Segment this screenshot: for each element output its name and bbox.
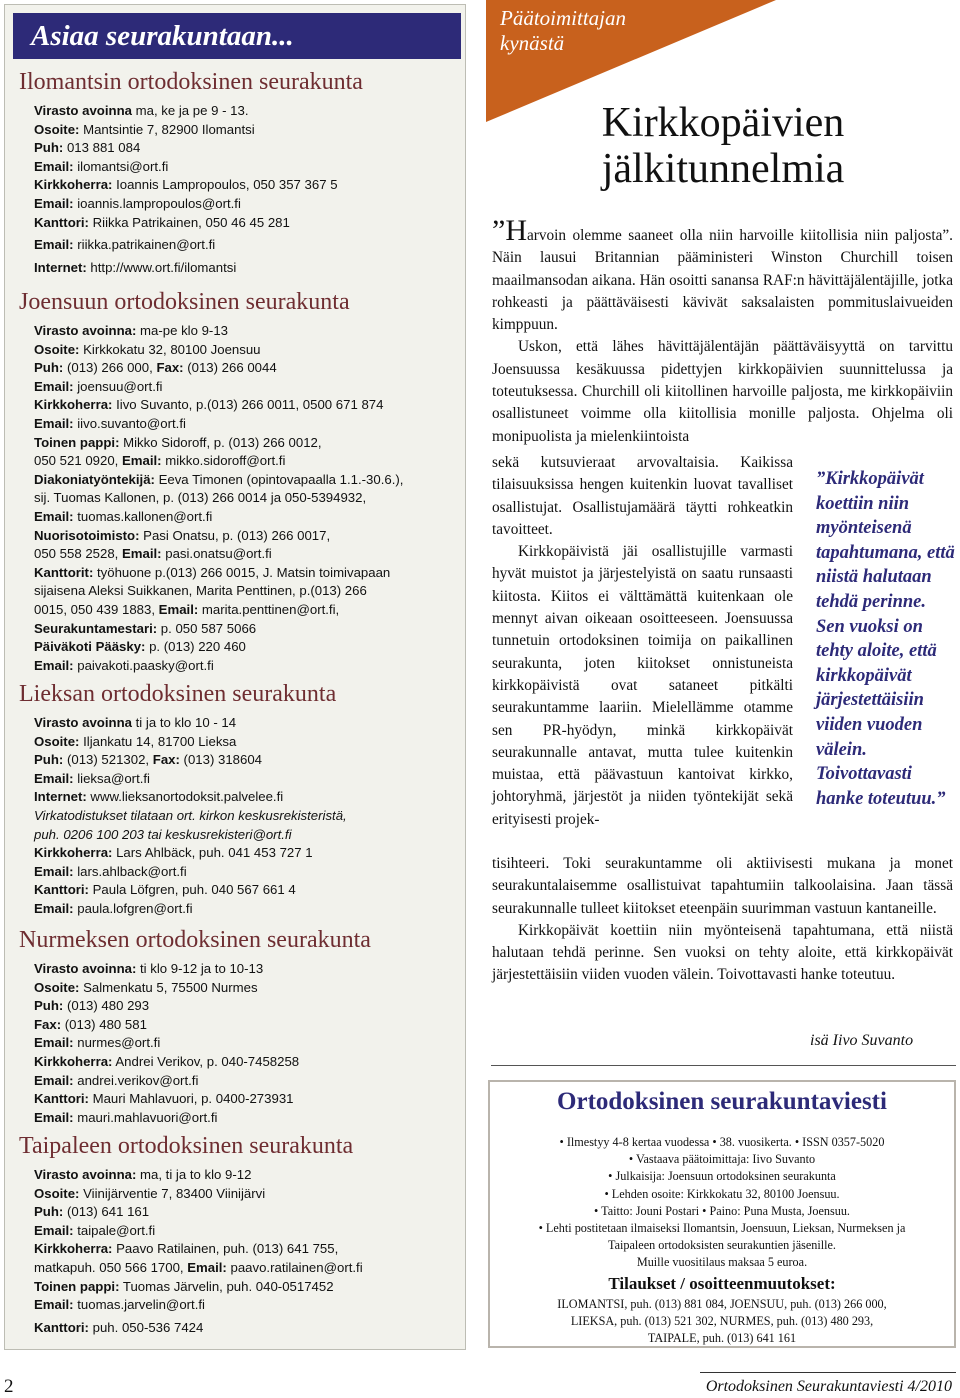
contact-label: Kirkkoherra:	[34, 1241, 113, 1257]
parish-contact-lines	[34, 960, 467, 1127]
article-body-narrow	[492, 452, 793, 831]
publication-detail-line: • Ilmestyy 4-8 kertaa vuodessa • 38. vuosikerta. • ISSN 0357-5020	[559, 1135, 885, 1149]
contact-line	[34, 415, 467, 434]
contact-line	[34, 1072, 467, 1091]
contact-line	[34, 960, 467, 979]
pull-quote: ”Kirkkopäivät koettiin niin myönteisenä tapahtumana, että niistä halutaan tehdä perinne. Sen vuoksi on tehty aloite, että kirkkopäivät järjestettäisiin viiden vuoden välein. Toivottavasti hanke toteutuu.”	[816, 469, 955, 809]
contact-line	[34, 1016, 467, 1035]
subscription-contact-line: TAIPALE, puh. (013) 641 161	[647, 1331, 797, 1345]
contact-label: Internet:	[34, 259, 87, 275]
publication-detail-line: • Vastaava päätoimittaja: Iivo Suvanto	[628, 1152, 816, 1167]
contact-line	[34, 863, 467, 882]
contact-line	[34, 1053, 467, 1072]
parish-contact-lines	[34, 714, 467, 919]
contact-value: Paula Löfgren, puh. 040 567 661 4	[88, 882, 296, 898]
subscription-contacts	[492, 1296, 952, 1347]
contact-label: Virasto avoinna	[34, 103, 132, 118]
contact-label: Nuorisotoimisto:	[34, 527, 140, 543]
contact-label: Email:	[122, 453, 162, 469]
article-title-line2: jälkitunnelmia	[601, 146, 845, 192]
contact-value: ma-pe klo 9-13	[136, 323, 228, 338]
contact-value: Virkatodistukset tilataan ort. kirkon keskusrekisteristä,	[34, 807, 347, 823]
contact-value: 050 558 2528,	[34, 546, 122, 562]
contact-value: http://www.ort.fi/ilomantsi	[86, 259, 237, 275]
contact-line	[34, 1090, 467, 1109]
contact-line	[34, 1203, 467, 1222]
contact-label: Email:	[34, 1297, 74, 1313]
contact-line	[34, 714, 467, 733]
contact-label: Email:	[34, 770, 74, 786]
contact-value: taipale@ort.fi	[73, 1222, 156, 1238]
page-number: 2	[4, 1376, 14, 1397]
contact-label: Kanttori:	[34, 1319, 89, 1335]
contact-value: Paavo Ratilainen, puh. (013) 641 755,	[112, 1241, 339, 1257]
contact-line	[34, 359, 467, 378]
contact-value: matkapuh. 050 566 1700,	[34, 1259, 188, 1275]
article-paragraph-1-text: arvoin olemme saaneet olla niin harvoille kiitollisia niin paljosta”. Näin lausui Britannian pääministeri Winston Churchill toisen maailmansodan aikana. Hän osoitti sanansa RAF:n hävittäjälentäjille, jotka rohkeasti ja päättäväisesti kävivät saksalaisten pommituslaivueiden kimppuun.	[492, 227, 953, 334]
contact-value: mikko.sidoroff@ort.fi	[161, 453, 286, 469]
contact-line	[34, 1259, 467, 1278]
contact-value: (013) 266 000,	[63, 360, 157, 376]
contact-line	[34, 322, 467, 341]
contact-value: 050 521 0920,	[34, 453, 122, 469]
parish-block	[5, 289, 467, 675]
contact-value: paivakoti.paasky@ort.fi	[73, 657, 214, 673]
contact-line	[34, 826, 467, 845]
publication-detail-line: Muille vuositilaus maksaa 5 euroa.	[636, 1255, 808, 1270]
contact-value: marita.penttinen@ort.fi,	[198, 601, 340, 617]
contact-label: Puh:	[34, 752, 64, 768]
contact-label: Email:	[34, 1035, 74, 1051]
contact-value: Ioannis Lampropoulos, 050 357 367 5	[112, 177, 338, 193]
subscription-contact-line: LIEKSA, puh. (013) 521 302, NURMES, puh. (013) 480 293,	[570, 1314, 874, 1328]
contact-line	[34, 1278, 467, 1297]
contact-line	[34, 997, 467, 1016]
contact-line	[34, 807, 467, 826]
contact-value: 0015, 050 439 1883,	[34, 601, 159, 617]
parish-title: Lieksan ortodoksinen seurakunta	[19, 681, 337, 707]
contact-value: (013) 641 161	[63, 1204, 150, 1220]
contact-value: (013) 318604	[179, 752, 263, 768]
contact-value: 013 881 084	[63, 140, 141, 156]
contact-label: Fax:	[152, 752, 180, 768]
contact-value: puh. 0206 100 203 tai keskusrekisteri@ort.fi	[34, 826, 292, 842]
contact-line	[34, 452, 467, 471]
contact-label: Kanttorit:	[34, 564, 94, 580]
contact-line	[34, 176, 467, 195]
contact-label: Virasto avoinna:	[34, 961, 137, 976]
contact-line	[34, 158, 467, 177]
contact-line	[34, 527, 467, 546]
contact-line	[34, 545, 467, 564]
contact-line	[34, 601, 467, 620]
contact-value: tuomas.jarvelin@ort.fi	[73, 1297, 205, 1313]
footer-divider	[700, 1372, 956, 1373]
subscription-contact-line: ILOMANTSI, puh. (013) 881 084, JOENSUU, puh. (013) 266 000,	[557, 1297, 887, 1311]
contact-label: Osoite:	[34, 733, 80, 749]
parish-block	[5, 681, 467, 919]
parish-contact-lines	[34, 1166, 467, 1337]
contact-label: Email:	[34, 508, 74, 524]
contact-label: Toinen pappi:	[34, 434, 120, 450]
publication-detail-line: • Julkaisija: Joensuun ortodoksinen seurakunta	[608, 1169, 836, 1184]
article-paragraph-1	[492, 214, 953, 336]
publication-details	[492, 1134, 952, 1272]
contact-line	[34, 657, 467, 676]
contact-value: pasi.onatsu@ort.fi	[161, 546, 272, 562]
contact-value: Mantsintie 7, 82900 Ilomantsi	[79, 121, 255, 137]
contact-line	[34, 121, 467, 140]
contact-line	[34, 471, 467, 490]
contact-value: Riikka Patrikainen, 050 46 45 281	[88, 214, 290, 230]
contact-value: lars.ahlback@ort.fi	[73, 863, 187, 879]
contact-value: Iivo Suvanto, p.(013) 266 0011, 0500 671 874	[112, 397, 384, 413]
contact-label: Kanttori:	[34, 882, 89, 898]
article-body-top	[492, 214, 953, 448]
divider	[491, 1065, 956, 1066]
contact-line	[34, 1185, 467, 1204]
contact-line	[34, 378, 467, 397]
contact-line	[34, 788, 467, 807]
contact-value: nurmes@ort.fi	[73, 1035, 161, 1051]
article-paragraph-4: Kirkkopäivät koettiin niin myönteisenä tapahtumana, että niistä halutaan tehdä perinne. Sen vuoksi on tehty aloite, että kirkkopäivät järjestettäisiin viiden vuoden välein. Toivottavasti hanke toteutuu.	[492, 921, 953, 984]
contact-value: (013) 521302,	[63, 752, 153, 768]
contact-label: Email:	[34, 195, 74, 211]
contact-label: Email:	[187, 1259, 227, 1275]
article-paragraph-3b: tisihteeri. Toki seurakuntamme oli aktiivisesti mukana ja monet seurakuntalaisemme osallistuivat tapahtumiin talkoolaisina. Jaan tässä seurakunnalle tulleet kiitokset eteenpäin suurimman vastuun kantaneille.	[492, 855, 953, 917]
parish-title: Nurmeksen ortodoksinen seurakunta	[19, 927, 371, 953]
contact-value: (013) 266 0044	[183, 360, 277, 376]
publication-detail-line: Taipaleen ortodoksisten seurakuntien jäsenille.	[608, 1238, 836, 1253]
contact-line	[34, 1034, 467, 1053]
contact-value: joensuu@ort.fi	[73, 378, 163, 394]
contact-label: Kirkkoherra:	[34, 1053, 113, 1069]
contact-line	[34, 900, 467, 919]
contact-line	[34, 1109, 467, 1128]
contact-label: Osoite:	[34, 121, 80, 137]
contact-value: riikka.patrikainen@ort.fi	[73, 237, 216, 253]
contact-value: p. (013) 220 460	[145, 639, 246, 655]
contact-line	[34, 881, 467, 900]
contact-value: Viinijärventie 7, 83400 Viinijärvi	[79, 1185, 266, 1201]
contact-line	[34, 489, 467, 508]
contact-value: andrei.verikov@ort.fi	[73, 1072, 199, 1088]
contact-label: Kirkkoherra:	[34, 397, 113, 413]
contact-value: sij. Tuomas Kallonen, p. (013) 266 0014 ja 050-5394932,	[34, 490, 367, 506]
parish-title: Ilomantsin ortodoksinen seurakunta	[19, 69, 363, 95]
editor-label-line2: kynästä	[500, 31, 565, 55]
contact-label: Puh:	[34, 360, 64, 376]
contact-value: Tuomas Järvelin, puh. 040-0517452	[119, 1278, 334, 1294]
contact-label: Email:	[158, 601, 199, 617]
contact-label: Kanttori:	[34, 1091, 89, 1107]
contact-line	[34, 1166, 467, 1185]
contact-value: ti klo 9-12 ja to 10-13	[136, 961, 264, 976]
contact-line	[34, 139, 467, 158]
contact-line	[34, 620, 467, 639]
contact-value: www.lieksanortodoksit.palvelee.fi	[86, 789, 284, 805]
contact-label: Osoite:	[34, 1185, 80, 1201]
contact-label: Kirkkoherra:	[34, 177, 113, 193]
subscriptions-heading: Tilaukset / osoitteenmuutokset:	[608, 1274, 836, 1293]
parish-directory-panel	[4, 4, 466, 1350]
contact-value: (013) 480 293	[63, 998, 150, 1014]
contact-line	[34, 1222, 467, 1241]
article-title-line1: Kirkkopäivien	[601, 100, 845, 146]
parish-title: Joensuun ortodoksinen seurakunta	[19, 289, 350, 315]
contact-value: Kirkkokatu 32, 80100 Joensuu	[79, 341, 261, 357]
contact-value: p. 050 587 5066	[157, 620, 257, 636]
contact-line	[34, 195, 467, 214]
article-paragraph-2: Uskon, että lähes hävittäjälentäjän päättäväisyyttä on tarvittu Joensuussa kesäkuussa pidettyjen kirkkopäivien suunnittelussa ja toteutuksessa. Churchill oli kiitollinen harvoille paljosta, me kirkkopäiviin osallistuneet voimme olla kiitollisia monille paljosta. Ohjelma oli monipuolista ja mielenkiintoista	[492, 338, 953, 445]
contact-label: Email:	[34, 378, 74, 394]
contact-value: Andrei Verikov, p. 040-7458258	[112, 1053, 300, 1069]
contact-label: Virasto avoinna:	[34, 1167, 137, 1182]
article-dropcap: ”H	[492, 214, 527, 247]
contact-label: Email:	[34, 1109, 74, 1125]
contact-value: mauri.mahlavuori@ort.fi	[73, 1109, 218, 1125]
contact-line	[34, 259, 467, 278]
contact-label: Email:	[34, 237, 74, 253]
contact-line	[34, 979, 467, 998]
parish-block	[5, 927, 467, 1127]
contact-line	[34, 770, 467, 789]
contact-label: Puh:	[34, 998, 64, 1014]
contact-line	[34, 1240, 467, 1259]
contact-label: Fax:	[156, 360, 184, 376]
contact-label: Virasto avoinna	[34, 715, 132, 730]
contact-label: Seurakuntamestari:	[34, 620, 158, 636]
contact-value: iivo.suvanto@ort.fi	[73, 415, 186, 431]
editor-column-label	[500, 6, 626, 56]
contact-label: Fax:	[34, 1016, 62, 1032]
contact-value: Pasi Onatsu, p. (013) 266 0017,	[139, 527, 331, 543]
contact-line	[34, 582, 467, 601]
contact-value: Mikko Sidoroff, p. (013) 266 0012,	[119, 434, 322, 450]
contact-value: sijaisena Aleksi Suikkanen, Marita Penttinen, p.(013) 266	[34, 583, 367, 599]
contact-value: ioannis.lampropoulos@ort.fi	[73, 195, 241, 211]
contact-label: Puh:	[34, 140, 64, 156]
footer-publication: Ortodoksinen Seurakuntaviesti 4/2010	[705, 1378, 952, 1395]
contact-value: paavo.ratilainen@ort.fi	[226, 1259, 363, 1275]
contact-label: Internet:	[34, 789, 87, 805]
contact-line	[34, 564, 467, 583]
contact-label: Email:	[34, 863, 74, 879]
contact-line	[34, 341, 467, 360]
contact-line	[34, 508, 467, 527]
contact-label: Email:	[34, 1222, 74, 1238]
contact-label: Kirkkoherra:	[34, 845, 113, 861]
contact-value: työhuone p.(013) 266 0015, J. Matsin toimivapaan	[93, 564, 391, 580]
contact-label: Email:	[122, 546, 162, 562]
publication-detail-line: • Lehti postitetaan ilmaiseksi Ilomantsin, Joensuun, Lieksan, Nurmeksen ja	[538, 1221, 906, 1236]
contact-value: ma, ke ja pe 9 - 13.	[131, 103, 249, 118]
contact-value: Mauri Mahlavuori, p. 0400-273931	[88, 1091, 294, 1107]
article-paragraph-3: Kirkkopäivistä jäi osallistujille varmasti hyvät muistot ja järjestelyistä on saatu runsaasti kiitosta. Kiitos ei välttämättä kuitenkaan ole mennyt aivan oikeaan osoitteeseen. Joensuussa tunnetuin ortodoksinen toimija on paikallinen seurakunta, joten kiitokset onnistuneista kirkkopäivistä ovat sataneet pitkälti seurakuntamme laariin. Mielellämme otamme sen PR-hyödyn, minkä kirkkopäivät seurakunnalle antavat, mutta tulee kuitenkin muistaa, että päävastuun kantoivat kirkko, johtoryhmä, järjestöt ja niiden työntekijät sekä erityisesti projek-	[492, 543, 793, 828]
publication-detail-line: • Lehden osoite: Kirkkokatu 32, 80100 Joensuu.	[604, 1186, 840, 1201]
contact-value: lieksa@ort.fi	[73, 770, 150, 786]
contact-label: Email:	[34, 900, 74, 916]
contact-label: Toinen pappi:	[34, 1278, 120, 1294]
contact-line	[34, 396, 467, 415]
contact-label: Email:	[34, 415, 74, 431]
contact-value: Eeva Timonen (opintovapaalla 1.1.-30.6.),	[154, 471, 404, 487]
contact-label: Email:	[34, 657, 74, 673]
article-title	[486, 100, 960, 192]
contact-label: Osoite:	[34, 979, 80, 995]
contact-value: tuomas.kallonen@ort.fi	[73, 508, 213, 524]
contact-line	[34, 751, 467, 770]
article-paragraph-2b: sekä kutsuvieraat arvovaltaisia. Kaikissa tilaisuuksissa hengen kuitenkin luovat tavalliset osallistujat. Osallistujamäärä täytti rohkeatkin tavoitteet.	[492, 454, 793, 538]
contact-label: Kanttori:	[34, 214, 89, 230]
contact-value: Salmenkatu 5, 75500 Nurmes	[79, 979, 258, 995]
contact-value: ma, ti ja to klo 9-12	[136, 1167, 252, 1182]
contact-value: ti ja to klo 10 - 14	[131, 715, 237, 730]
contact-value: paula.lofgren@ort.fi	[73, 900, 193, 916]
parish-block	[5, 69, 467, 277]
contact-label: Virasto avoinna:	[34, 323, 137, 338]
contact-line	[34, 638, 467, 657]
contact-line	[34, 1296, 467, 1315]
contact-line	[34, 844, 467, 863]
contact-label: Päiväkoti Pääsky:	[34, 639, 146, 655]
contact-value: puh. 050-536 7424	[88, 1319, 204, 1335]
contact-line	[34, 733, 467, 752]
contact-value: Iljankatu 14, 81700 Lieksa	[79, 733, 237, 749]
contact-line	[34, 214, 467, 233]
publication-title: Ortodoksinen seurakuntaviesti	[557, 1088, 887, 1115]
contact-label: Puh:	[34, 1204, 64, 1220]
contact-line	[34, 1319, 467, 1338]
parish-contact-lines	[34, 102, 467, 277]
article-body-bottom	[492, 853, 953, 987]
publication-detail-line: • Taitto: Jouni Postari • Paino: Puna Musta, Joensuu.	[594, 1203, 850, 1218]
contact-value: (013) 480 581	[61, 1016, 147, 1032]
contact-value: Lars Ahlbäck, puh. 041 453 727 1	[112, 845, 313, 861]
contact-line	[34, 434, 467, 453]
contact-label: Diakoniatyöntekijä:	[34, 471, 155, 487]
contact-line	[34, 102, 467, 121]
contact-label: Email:	[34, 1072, 74, 1088]
contact-label: Email:	[34, 158, 74, 174]
article-signature: isä Iivo Suvanto	[810, 1032, 914, 1049]
editor-label-line1: Päätoimittajan	[500, 6, 626, 30]
contact-label: Osoite:	[34, 341, 80, 357]
parish-block	[5, 1133, 467, 1337]
parish-contact-lines	[34, 322, 467, 675]
contact-value: ilomantsi@ort.fi	[73, 158, 169, 174]
section-banner: Asiaa seurakuntaan...	[13, 13, 461, 59]
contact-line	[34, 236, 467, 255]
parish-title: Taipaleen ortodoksinen seurakunta	[19, 1133, 354, 1159]
